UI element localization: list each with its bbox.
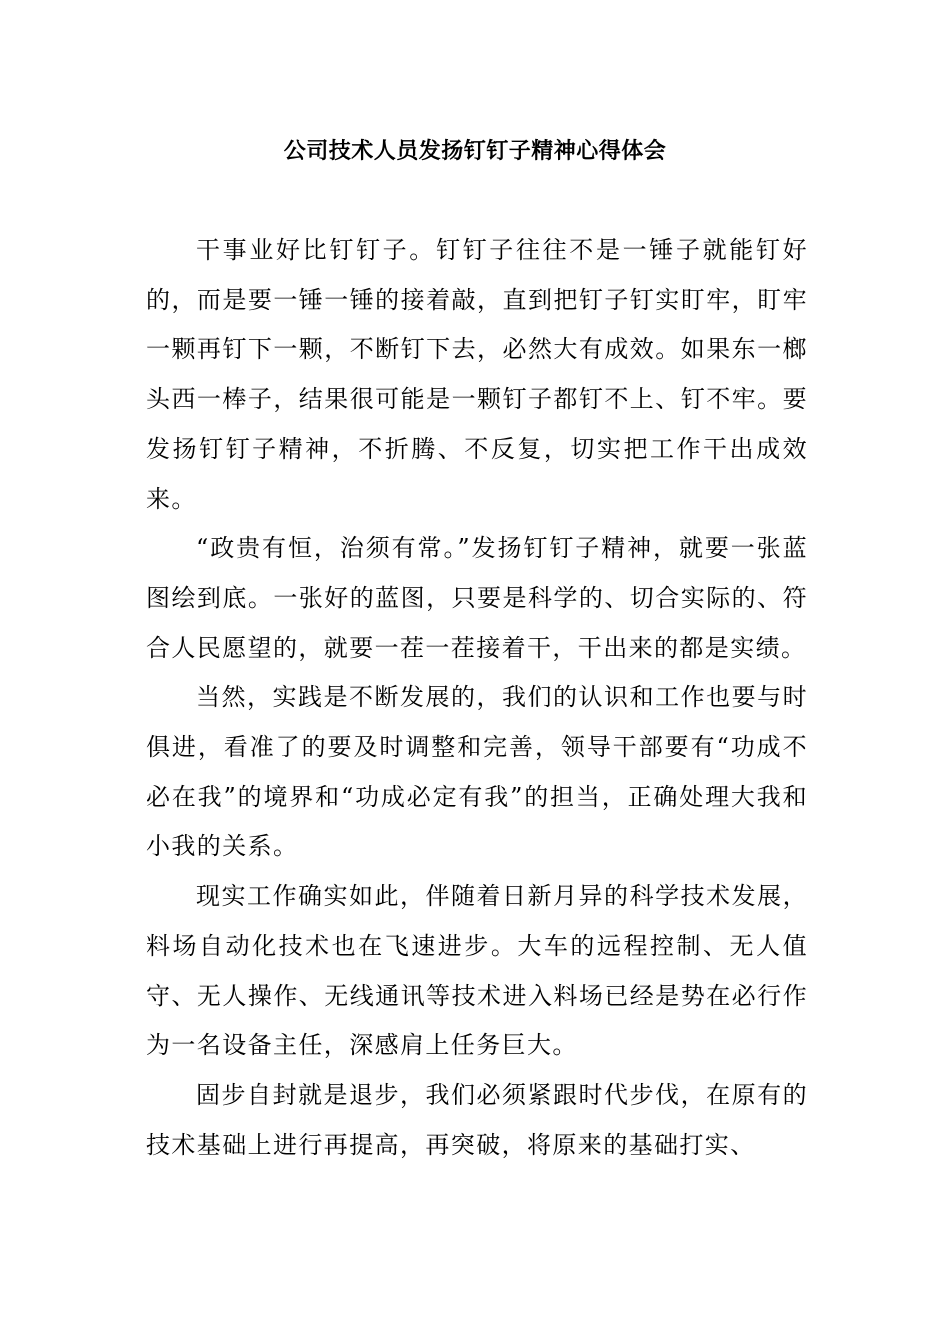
paragraph-2: “政贵有恒，治须有常。”发扬钉钉子精神，就要一张蓝图绘到底。一张好的蓝图，只要是科学的、切合实际的、符合人民愿望的，就要一茬一茬接着干，干出来的都是实绩。 [146,534,808,662]
paragraph-1: 干事业好比钉钉子。钉钉子往往不是一锤子就能钉好的，而是要一锤一锤的接着敲，直到把钉子钉实盯牢，盯牢一颗再钉下一颗，不断钉下去，必然大有成效。如果东一榔头西一棒子，结果很可能是一颗钉子都钉不上、钉不牢。要发扬钉钉子精神，不折腾、不反复，切实把工作干出成效来。 [146,236,808,513]
paragraph-5: 固步自封就是退步，我们必须紧跟时代步伐，在原有的技术基础上进行再提高，再突破，将原来的基础打实、 [146,1080,808,1159]
paragraph-3: 当然，实践是不断发展的，我们的认识和工作也要与时俱进，看准了的要及时调整和完善，领导干部要有“功成不必在我”的境界和“功成必定有我”的担当，正确处理大我和小我的关系。 [146,683,808,861]
paragraph-4: 现实工作确实如此，伴随着日新月异的科学技术发展，料场自动化技术也在飞速进步。大车的远程控制、无人值守、无人操作、无线通讯等技术进入料场已经是势在必行作为一名设备主任，深感肩上任务巨大。 [146,882,808,1060]
document-title: 公司技术人员发扬钉钉子精神心得体会 [283,139,667,164]
document-body [146,226,808,1170]
